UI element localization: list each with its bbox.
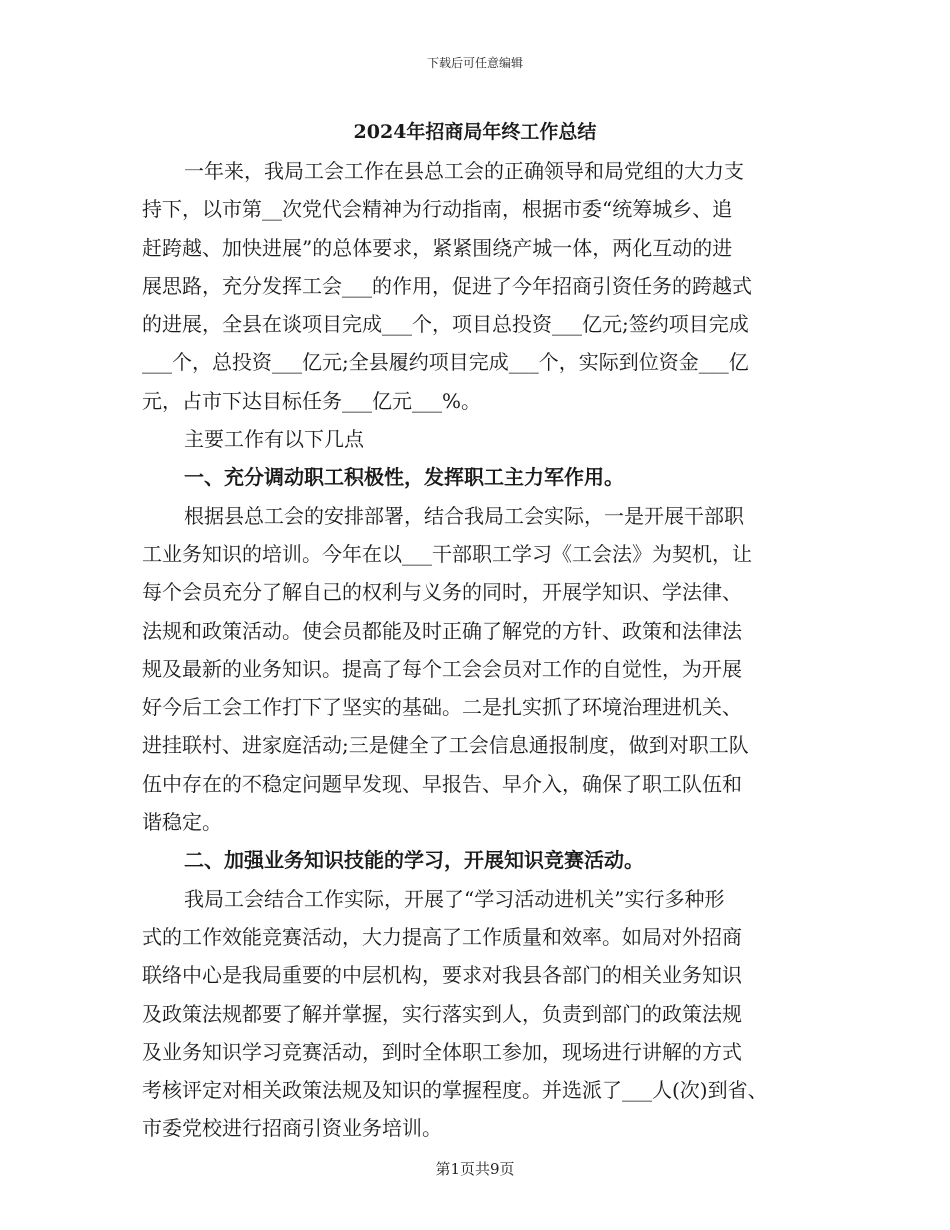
body-text-line: 规及最新的业务知识。提高了每个工会会员对工作的自觉性，为开展 (142, 656, 742, 681)
body-text-line: 主要工作有以下几点 (184, 427, 364, 452)
body-text-line: 工业务知识的培训。今年在以___干部职工学习《工会法》为契机，让 (142, 541, 752, 566)
body-text-line: 法规和政策活动。使会员都能及时正确了解党的方针、政策和法律法 (142, 618, 742, 643)
body-text-line: 赶跨越、加快进展”的总体要求，紧紧围绕产城一体，两化互动的进 (142, 235, 733, 260)
body-text-line: 考核评定对相关政策法规及知识的掌握程度。并选派了___人(次)到省、 (142, 1078, 768, 1103)
page-number: 第1页共9页 (435, 1160, 515, 1178)
body-text-line: 一年来，我局工会工作在县总工会的正确领导和局党组的大力支 (184, 159, 744, 183)
body-text-line: 每个会员充分了解自己的权利与义务的同时，开展学知识、学法律、 (142, 580, 742, 605)
body-text-line: 展思路，充分发挥工会___的作用，促进了今年招商引资任务的跨越式 (142, 273, 752, 298)
section-heading: 二、加强业务知识技能的学习，开展知识竞赛活动。 (184, 848, 644, 873)
body-text-line: 持下，以市第__次党代会精神为行动指南，根据市委“统筹城乡、追 (142, 197, 733, 222)
body-text-line: 市委党校进行招商引资业务培训。 (142, 1116, 442, 1141)
body-text-line: 谐稳定。 (142, 810, 222, 835)
body-text-line: 好今后工会工作打下了坚实的基础。二是扎实抓了环境治理进机关、 (142, 695, 742, 720)
document-title: 2024年招商局年终工作总结 (353, 121, 597, 143)
body-text-line: 的进展，全县在谈项目完成___个，项目总投资___亿元;签约项目完成 (142, 312, 749, 337)
body-text-line: ___个，总投资___亿元;全县履约项目完成___个，实际到位资金___亿 (142, 350, 749, 375)
body-text-line: 联络中心是我局重要的中层机构，要求对我县各部门的相关业务知识 (142, 963, 742, 988)
body-text-line: 我局工会结合工作实际，开展了“学习活动进机关”实行多种形 (184, 886, 725, 911)
body-text-line: 伍中存在的不稳定问题早发现、早报告、早介入，确保了职工队伍和 (142, 771, 742, 796)
body-text-line: 根据县总工会的安排部署，结合我局工会实际，一是开展干部职 (184, 503, 744, 528)
body-text-line: 及政策法规都要了解并掌握，实行落实到人，负责到部门的政策法规 (142, 1001, 742, 1026)
document-body (142, 152, 822, 1148)
header-note: 下载后可任意编辑 (426, 56, 523, 70)
section-heading: 一、充分调动职工积极性，发挥职工主力军作用。 (184, 465, 624, 490)
body-text-line: 元，占市下达目标任务___亿元___%。 (142, 388, 482, 413)
body-text-line: 及业务知识学习竞赛活动，到时全体职工参加，现场进行讲解的方式 (142, 1039, 742, 1064)
body-text-line: 式的工作效能竞赛活动，大力提高了工作质量和效率。如局对外招商 (142, 924, 742, 949)
body-text-line: 进挂联村、进家庭活动;三是健全了工会信息通报制度，做到对职工队 (142, 733, 749, 758)
